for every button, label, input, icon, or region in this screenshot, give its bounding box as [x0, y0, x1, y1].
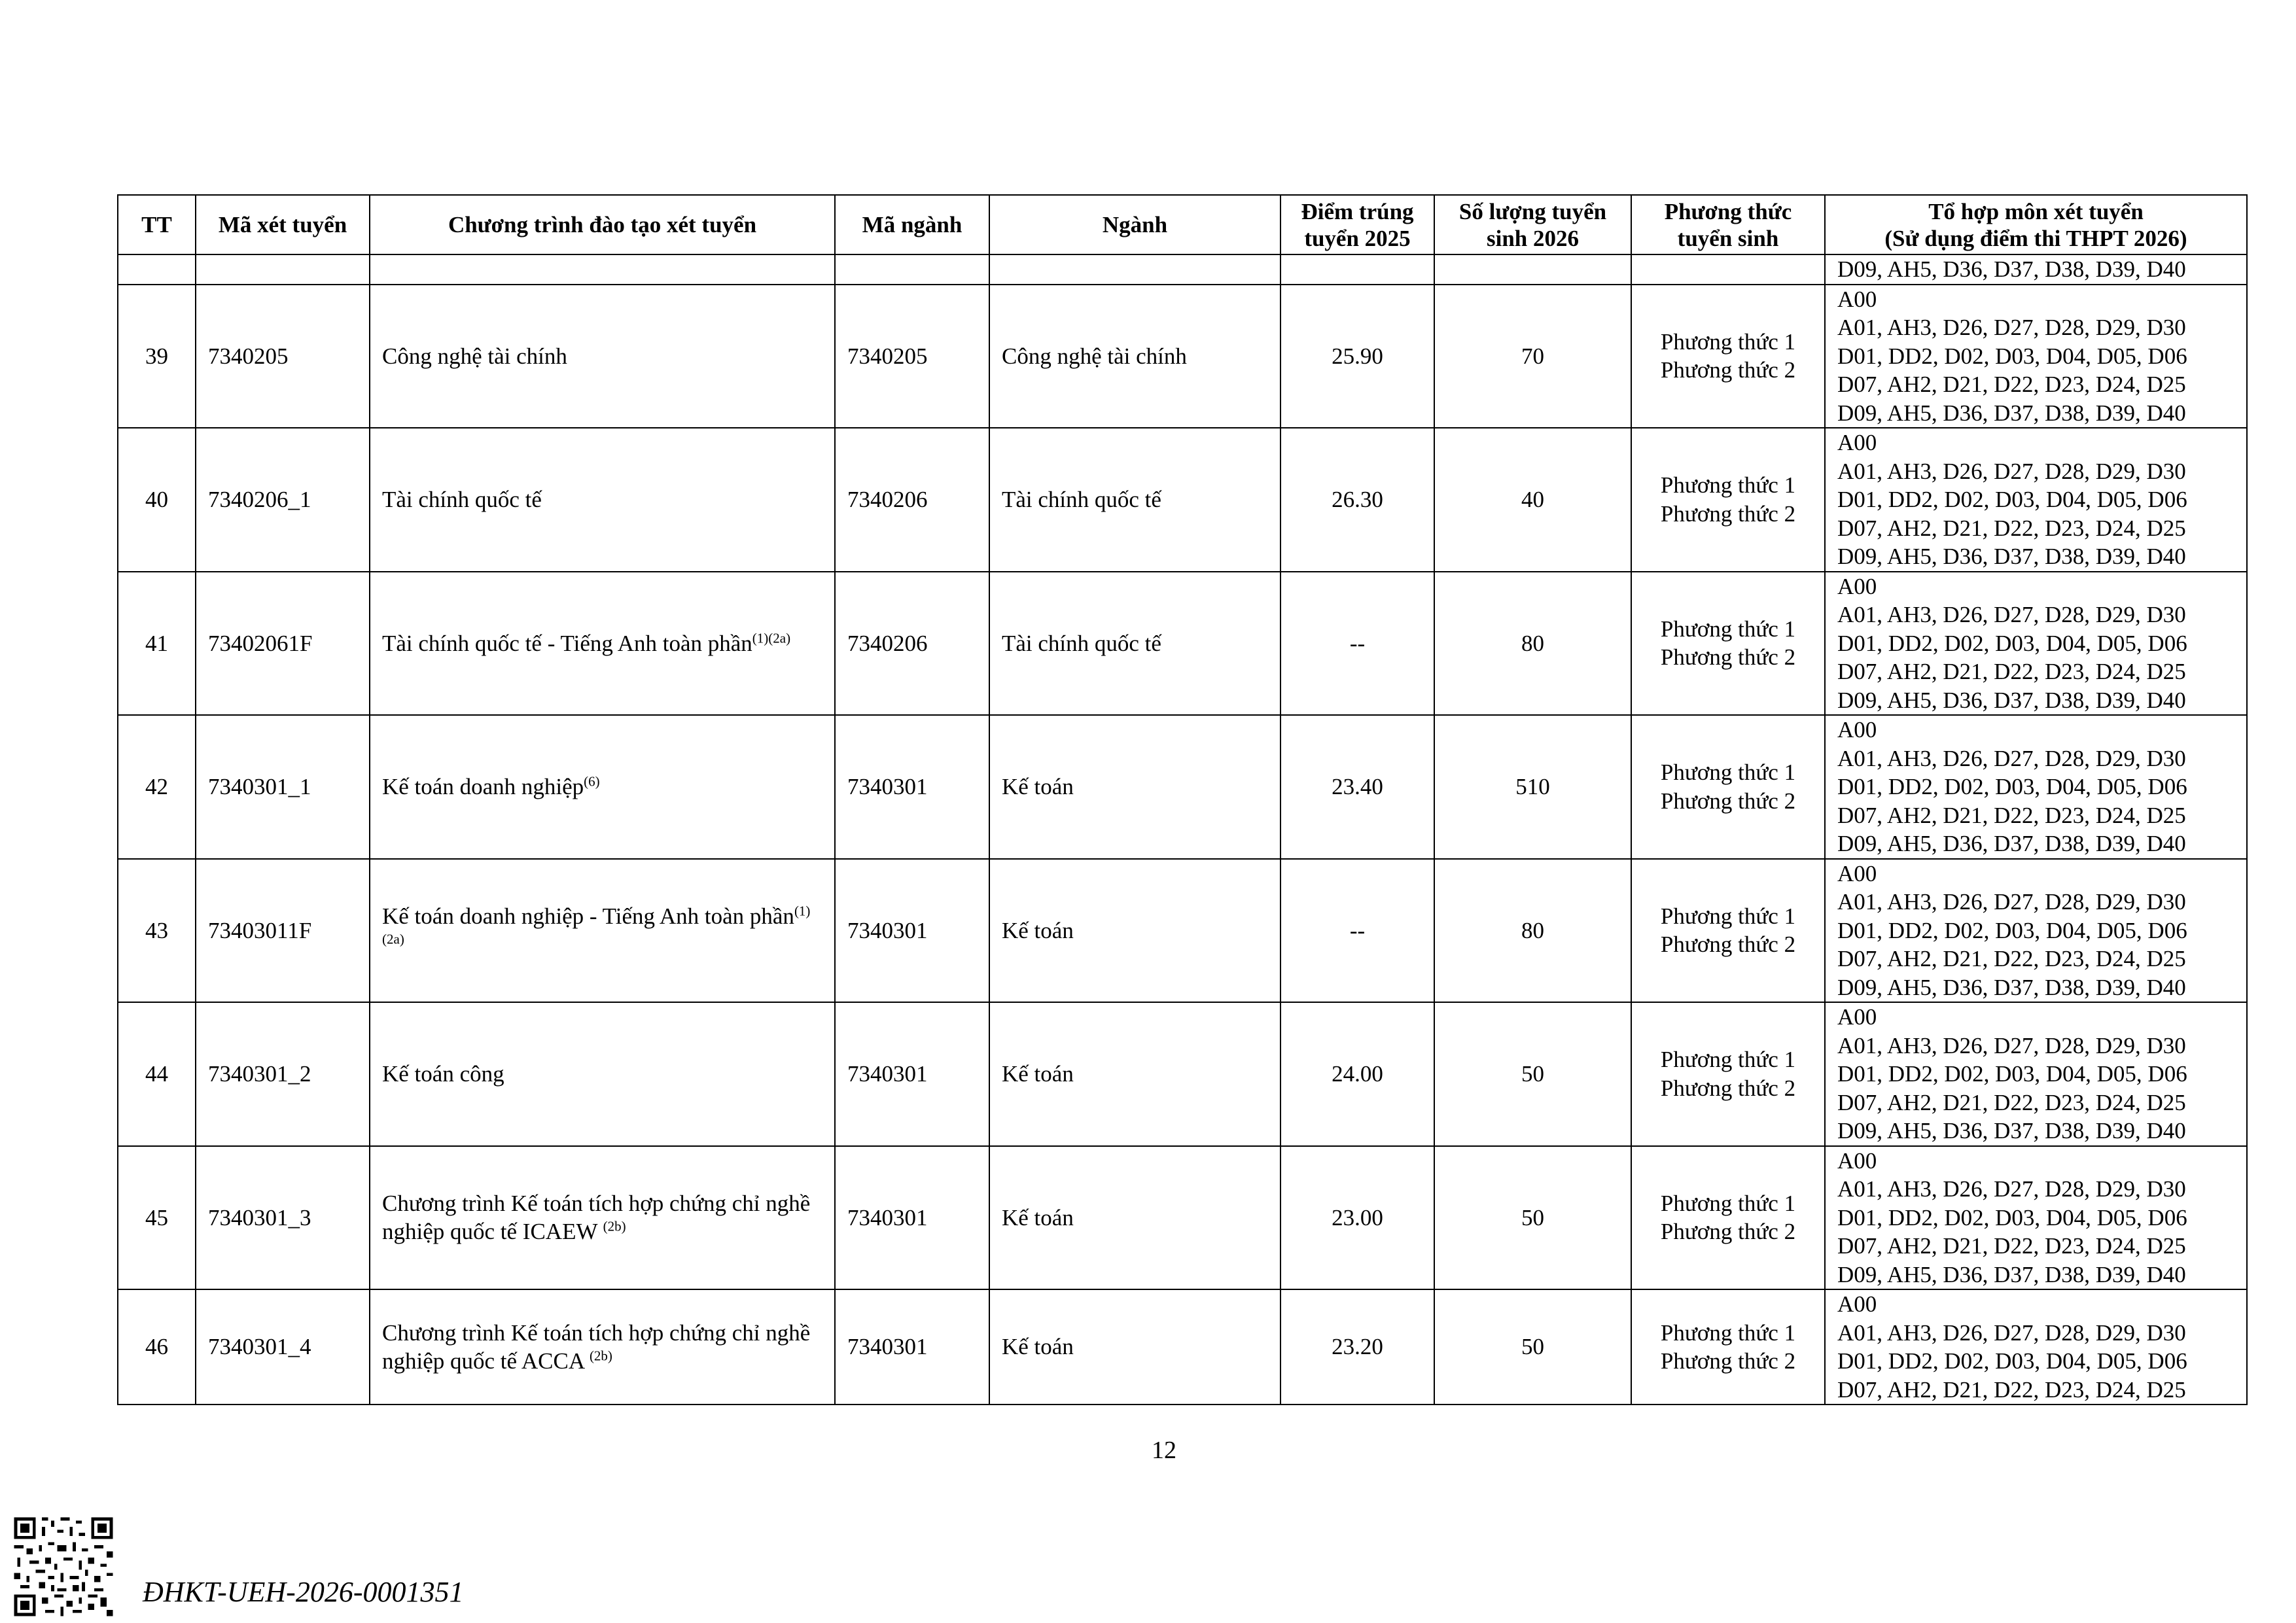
combo-line: A00	[1837, 1147, 1877, 1174]
method-line: Phương thức 1	[1660, 328, 1796, 355]
cell-tt: 45	[118, 1146, 196, 1290]
cell-ma-nganh: 7340301	[835, 859, 989, 1003]
combo-line: D07, AH2, D21, D22, D23, D24, D25	[1837, 372, 2186, 397]
document-code: ĐHKT-UEH-2026-0001351	[143, 1576, 464, 1608]
cell-diem-trung-tuyen: 23.20	[1280, 1289, 1434, 1405]
combo-line: A00	[1837, 430, 1877, 455]
cell-ma-xet-tuyen: 73403011F	[196, 859, 370, 1003]
method-line: Phương thức 1	[1660, 759, 1796, 786]
program-name: Công nghệ tài chính	[382, 343, 567, 369]
cell-nganh: Kế toán	[989, 1002, 1280, 1146]
cell-so-luong: 50	[1434, 1146, 1631, 1290]
program-name: Chương trình Kế toán tích hợp chứng chỉ nghề nghiệp quốc tế ICAEW	[382, 1190, 811, 1245]
cell-tt: 46	[118, 1289, 196, 1405]
admissions-table	[117, 194, 2248, 1405]
method-line: Phương thức 2	[1660, 1219, 1796, 1245]
cell-phuong-thuc	[1631, 1146, 1825, 1290]
combo-line: A00	[1837, 860, 1877, 886]
combo-line: D07, AH2, D21, D22, D23, D24, D25	[1837, 946, 2186, 971]
header-nganh: Ngành	[989, 195, 1280, 254]
header-diem-trung-tuyen: Điểm trúng tuyển 2025	[1280, 195, 1434, 254]
combo-line: D01, DD2, D02, D03, D04, D05, D06	[1837, 917, 2187, 943]
cell-diem-trung-tuyen: --	[1280, 859, 1434, 1003]
method-line: Phương thức 2	[1660, 500, 1796, 527]
combo-line: D07, AH2, D21, D22, D23, D24, D25	[1837, 802, 2186, 828]
cell-nganh: Tài chính quốc tế	[989, 428, 1280, 572]
cell-phuong-thuc	[1631, 428, 1825, 572]
table-row	[118, 428, 2247, 572]
combo-line: A01, AH3, D26, D27, D28, D29, D30	[1837, 1319, 2186, 1346]
cell-phuong-thuc	[1631, 1289, 1825, 1405]
cell-phuong-thuc	[1631, 1002, 1825, 1146]
table-row	[118, 1146, 2247, 1290]
combo-line: A01, AH3, D26, D27, D28, D29, D30	[1837, 1032, 2186, 1058]
cell-ma-xet-tuyen: 7340206_1	[196, 428, 370, 572]
continuation-row	[118, 254, 2247, 285]
cell-chuong-trinh	[370, 428, 835, 572]
combo-line: D09, AH5, D36, D37, D38, D39, D40	[1837, 687, 2186, 713]
combo-line: A01, AH3, D26, D27, D28, D29, D30	[1837, 889, 2186, 915]
program-name: Tài chính quốc tế	[382, 487, 542, 512]
header-phuong-thuc: Phương thức tuyển sinh	[1631, 195, 1825, 254]
combo-line: D07, AH2, D21, D22, D23, D24, D25	[1837, 659, 2186, 684]
cell-ma-nganh: 7340206	[835, 428, 989, 572]
combo-line: D09, AH5, D36, D37, D38, D39, D40	[1837, 831, 2186, 856]
program-name: Kế toán doanh nghiệp - Tiếng Anh toàn phần	[382, 903, 794, 929]
combo-line: A01, AH3, D26, D27, D28, D29, D30	[1837, 745, 2186, 771]
combo-line: D01, DD2, D02, D03, D04, D05, D06	[1837, 343, 2187, 369]
program-footnote: (1)(2a)	[752, 629, 791, 646]
cell-phuong-thuc	[1631, 285, 1825, 428]
program-footnote: (6)	[584, 773, 600, 790]
combo-line: D01, DD2, D02, D03, D04, D05, D06	[1837, 1348, 2187, 1374]
cell-ma-nganh: 7340301	[835, 1289, 989, 1405]
combo-line: A00	[1837, 286, 1877, 312]
combo-line: D09, AH5, D36, D37, D38, D39, D40	[1837, 1261, 2186, 1287]
header-so-luong: Số lượng tuyển sinh 2026	[1434, 195, 1631, 254]
cell-tt: 44	[118, 1002, 196, 1146]
header-to-hop: Tổ hợp môn xét tuyển (Sử dụng điểm thi THPT 2026)	[1825, 195, 2247, 254]
combo-line: D07, AH2, D21, D22, D23, D24, D25	[1837, 1233, 2186, 1259]
cell-diem-trung-tuyen: 23.00	[1280, 1146, 1434, 1290]
combo-line: D09, AH5, D36, D37, D38, D39, D40	[1837, 1118, 2186, 1143]
header-ma-xet-tuyen: Mã xét tuyển	[196, 195, 370, 254]
continuation-combo: D09, AH5, D36, D37, D38, D39, D40	[1825, 254, 2247, 285]
combo-line: D09, AH5, D36, D37, D38, D39, D40	[1837, 544, 2186, 569]
method-line: Phương thức 1	[1660, 472, 1796, 498]
combo-line: D07, AH2, D21, D22, D23, D24, D25	[1837, 1376, 2186, 1403]
cell-so-luong: 70	[1434, 285, 1631, 428]
cell-tt: 43	[118, 859, 196, 1003]
cell-to-hop	[1825, 572, 2247, 716]
method-line: Phương thức 2	[1660, 932, 1796, 958]
cell-phuong-thuc	[1631, 859, 1825, 1003]
cell-to-hop	[1825, 1002, 2247, 1146]
method-line: Phương thức 2	[1660, 788, 1796, 814]
program-name: Kế toán doanh nghiệp	[382, 774, 584, 799]
cell-ma-nganh: 7340206	[835, 572, 989, 716]
combo-line: D01, DD2, D02, D03, D04, D05, D06	[1837, 774, 2187, 799]
combo-line: D09, AH5, D36, D37, D38, D39, D40	[1837, 400, 2186, 426]
cell-phuong-thuc	[1631, 572, 1825, 716]
cell-so-luong: 40	[1434, 428, 1631, 572]
method-line: Phương thức 1	[1660, 1190, 1796, 1216]
cell-chuong-trinh	[370, 285, 835, 428]
method-line: Phương thức 2	[1660, 1348, 1796, 1374]
method-line: Phương thức 1	[1660, 903, 1796, 929]
program-name: Kế toán công	[382, 1061, 504, 1087]
cell-ma-nganh: 7340301	[835, 715, 989, 859]
cell-to-hop	[1825, 428, 2247, 572]
cell-ma-xet-tuyen: 7340301_4	[196, 1289, 370, 1405]
header-ma-nganh: Mã ngành	[835, 195, 989, 254]
method-line: Phương thức 2	[1660, 644, 1796, 671]
method-line: Phương thức 1	[1660, 1047, 1796, 1073]
program-name: Tài chính quốc tế - Tiếng Anh toàn phần	[382, 630, 752, 656]
table-row	[118, 715, 2247, 859]
table-header-row	[118, 195, 2247, 254]
qr-code-icon	[8, 1514, 119, 1619]
program-footnote: (2b)	[603, 1218, 626, 1234]
combo-line: D01, DD2, D02, D03, D04, D05, D06	[1837, 1204, 2187, 1230]
cell-nganh: Tài chính quốc tế	[989, 572, 1280, 716]
cell-tt: 40	[118, 428, 196, 572]
combo-line: A00	[1837, 1004, 1877, 1030]
cell-chuong-trinh	[370, 572, 835, 716]
cell-tt: 39	[118, 285, 196, 428]
cell-nganh: Công nghệ tài chính	[989, 285, 1280, 428]
header-chuong-trinh: Chương trình đào tạo xét tuyển	[370, 195, 835, 254]
cell-chuong-trinh	[370, 1002, 835, 1146]
combo-line: D01, DD2, D02, D03, D04, D05, D06	[1837, 630, 2187, 656]
cell-diem-trung-tuyen: 23.40	[1280, 715, 1434, 859]
cell-ma-xet-tuyen: 7340301_1	[196, 715, 370, 859]
cell-so-luong: 80	[1434, 572, 1631, 716]
combo-line: A01, AH3, D26, D27, D28, D29, D30	[1837, 1176, 2186, 1202]
page-number: 12	[1152, 1437, 1176, 1464]
cell-chuong-trinh	[370, 1146, 835, 1290]
combo-line: D07, AH2, D21, D22, D23, D24, D25	[1837, 1089, 2186, 1115]
cell-chuong-trinh	[370, 859, 835, 1003]
method-line: Phương thức 1	[1660, 616, 1796, 642]
table-row	[118, 572, 2247, 716]
combo-line: D01, DD2, D02, D03, D04, D05, D06	[1837, 1061, 2187, 1087]
cell-ma-nganh: 7340301	[835, 1146, 989, 1290]
cell-ma-xet-tuyen: 7340205	[196, 285, 370, 428]
cell-so-luong: 50	[1434, 1289, 1631, 1405]
combo-line: A00	[1837, 573, 1877, 599]
table-row	[118, 1002, 2247, 1146]
cell-phuong-thuc	[1631, 715, 1825, 859]
cell-to-hop	[1825, 715, 2247, 859]
table-row	[118, 285, 2247, 428]
combo-line: D01, DD2, D02, D03, D04, D05, D06	[1837, 487, 2187, 512]
cell-to-hop	[1825, 1146, 2247, 1290]
cell-diem-trung-tuyen: 26.30	[1280, 428, 1434, 572]
combo-line: A01, AH3, D26, D27, D28, D29, D30	[1837, 458, 2186, 484]
table-row	[118, 1289, 2247, 1405]
combo-line: A00	[1837, 717, 1877, 742]
combo-line: D09, AH5, D36, D37, D38, D39, D40	[1837, 974, 2186, 1000]
combo-line: A00	[1837, 1291, 1877, 1317]
program-footnote: (2b)	[589, 1348, 612, 1364]
cell-chuong-trinh	[370, 715, 835, 859]
cell-diem-trung-tuyen: 25.90	[1280, 285, 1434, 428]
cell-ma-nganh: 7340301	[835, 1002, 989, 1146]
cell-so-luong: 510	[1434, 715, 1631, 859]
combo-line: A01, AH3, D26, D27, D28, D29, D30	[1837, 602, 2186, 627]
cell-tt: 41	[118, 572, 196, 716]
cell-ma-nganh: 7340205	[835, 285, 989, 428]
cell-diem-trung-tuyen: --	[1280, 572, 1434, 716]
combo-line: A01, AH3, D26, D27, D28, D29, D30	[1837, 315, 2186, 340]
cell-so-luong: 80	[1434, 859, 1631, 1003]
method-line: Phương thức 2	[1660, 1075, 1796, 1101]
program-name: Chương trình Kế toán tích hợp chứng chỉ nghề nghiệp quốc tế ACCA	[382, 1319, 811, 1374]
cell-chuong-trinh	[370, 1289, 835, 1405]
cell-nganh: Kế toán	[989, 1146, 1280, 1290]
cell-to-hop	[1825, 1289, 2247, 1405]
method-line: Phương thức 1	[1660, 1319, 1796, 1346]
cell-ma-xet-tuyen: 7340301_3	[196, 1146, 370, 1290]
cell-nganh: Kế toán	[989, 715, 1280, 859]
method-line: Phương thức 2	[1660, 357, 1796, 383]
combo-line: D07, AH2, D21, D22, D23, D24, D25	[1837, 515, 2186, 541]
table-row	[118, 859, 2247, 1003]
cell-to-hop	[1825, 859, 2247, 1003]
cell-so-luong: 50	[1434, 1002, 1631, 1146]
program-footnote: (1)(2a)	[382, 903, 811, 947]
cell-ma-xet-tuyen: 73402061F	[196, 572, 370, 716]
cell-tt: 42	[118, 715, 196, 859]
header-tt: TT	[118, 195, 196, 254]
cell-diem-trung-tuyen: 24.00	[1280, 1002, 1434, 1146]
cell-nganh: Kế toán	[989, 1289, 1280, 1405]
cell-ma-xet-tuyen: 7340301_2	[196, 1002, 370, 1146]
cell-nganh: Kế toán	[989, 859, 1280, 1003]
cell-to-hop	[1825, 285, 2247, 428]
